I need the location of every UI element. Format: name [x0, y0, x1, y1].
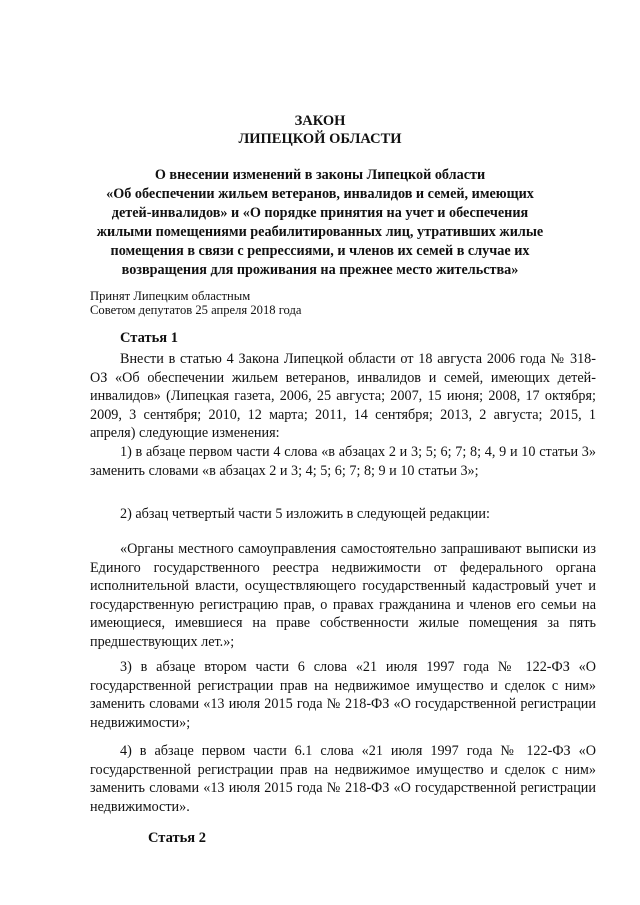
article-1-item-3: 3) в абзаце втором части 6 слова «21 июля 1997 года № 122-ФЗ «О государственной регистрации прав на недвижимое имущество и сделок с ним» заменить словами «13 июля 2015 года № 218-ФЗ «О государственной регистрации недвижимости»;: [90, 659, 596, 731]
article-1-item-2-quote: «Органы местного самоуправления самостоятельно запрашивают выписки из Единого государственного реестра недвижимости от федерального органа исполнительной власти, осуществляющего государственный кадастровый учет и государственную регистрацию прав, о правах гражданина и членов его семьи на имеющиеся, имевшиеся на праве собственности жилые помещения за пять предшествующих лет.»;: [90, 541, 596, 650]
article-1-item-2: 2) абзац четвертый части 5 изложить в следующей редакции:: [120, 506, 490, 522]
article-2-heading: Статья 2: [148, 830, 206, 846]
document-title-line-2: «Об обеспечении жильем ветеранов, инвалидов и семей, имеющих: [106, 186, 534, 202]
article-1-item-4: 4) в абзаце первом части 6.1 слова «21 июля 1997 года № 122-ФЗ «О государственной регистрации прав на недвижимое имущество и сделок с ним» заменить словами «13 июля 2015 года № 218-ФЗ «О государственной регистрации недвижимости».: [90, 743, 596, 815]
region-label: ЛИПЕЦКОЙ ОБЛАСТИ: [238, 131, 402, 147]
article-1-intro: Внести в статью 4 Закона Липецкой области от 18 августа 2006 года № 318-ОЗ «Об обеспечении жильем ветеранов, инвалидов и семей, имеющих детей-инвалидов» (Липецкая газета, 2006, 25 августа; 2007, 15 июня; 2008, 17 октября; 2009, 3 сентября; 2010, 12 марта; 2011, 14 сентября; 2013, 2 августа; 2015, 1 апреля) следующие изменения:: [90, 351, 596, 442]
article-1-heading: Статья 1: [120, 330, 178, 346]
document-title-line-4: жилыми помещениями реабилитированных лиц, утративших жилые: [96, 224, 544, 240]
document-title-line-1: О внесении изменений в законы Липецкой области: [154, 167, 486, 183]
document-title-line-6: возвращения для проживания на прежнее место жительства»: [121, 262, 519, 278]
law-label: ЗАКОН: [294, 113, 346, 129]
document-title-line-3: детей-инвалидов» и «О порядке принятия на учет и обеспечения: [111, 205, 529, 221]
adoption-line-1: Принят Липецким областным: [90, 289, 251, 303]
article-1-item-1: 1) в абзаце первом части 4 слова «в абзацах 2 и 3; 5; 6; 7; 8; 4, 9 и 10 статьи 3» заменить словами «в абзацах 2 и 3; 4; 5; 6; 7; 8; 9 и 10 статьи 3»;: [90, 444, 596, 479]
adoption-line-2: Советом депутатов 25 апреля 2018 года: [90, 303, 302, 317]
document-title-line-5: помещения в связи с репрессиями, и членов их семей в случае их: [110, 243, 530, 259]
